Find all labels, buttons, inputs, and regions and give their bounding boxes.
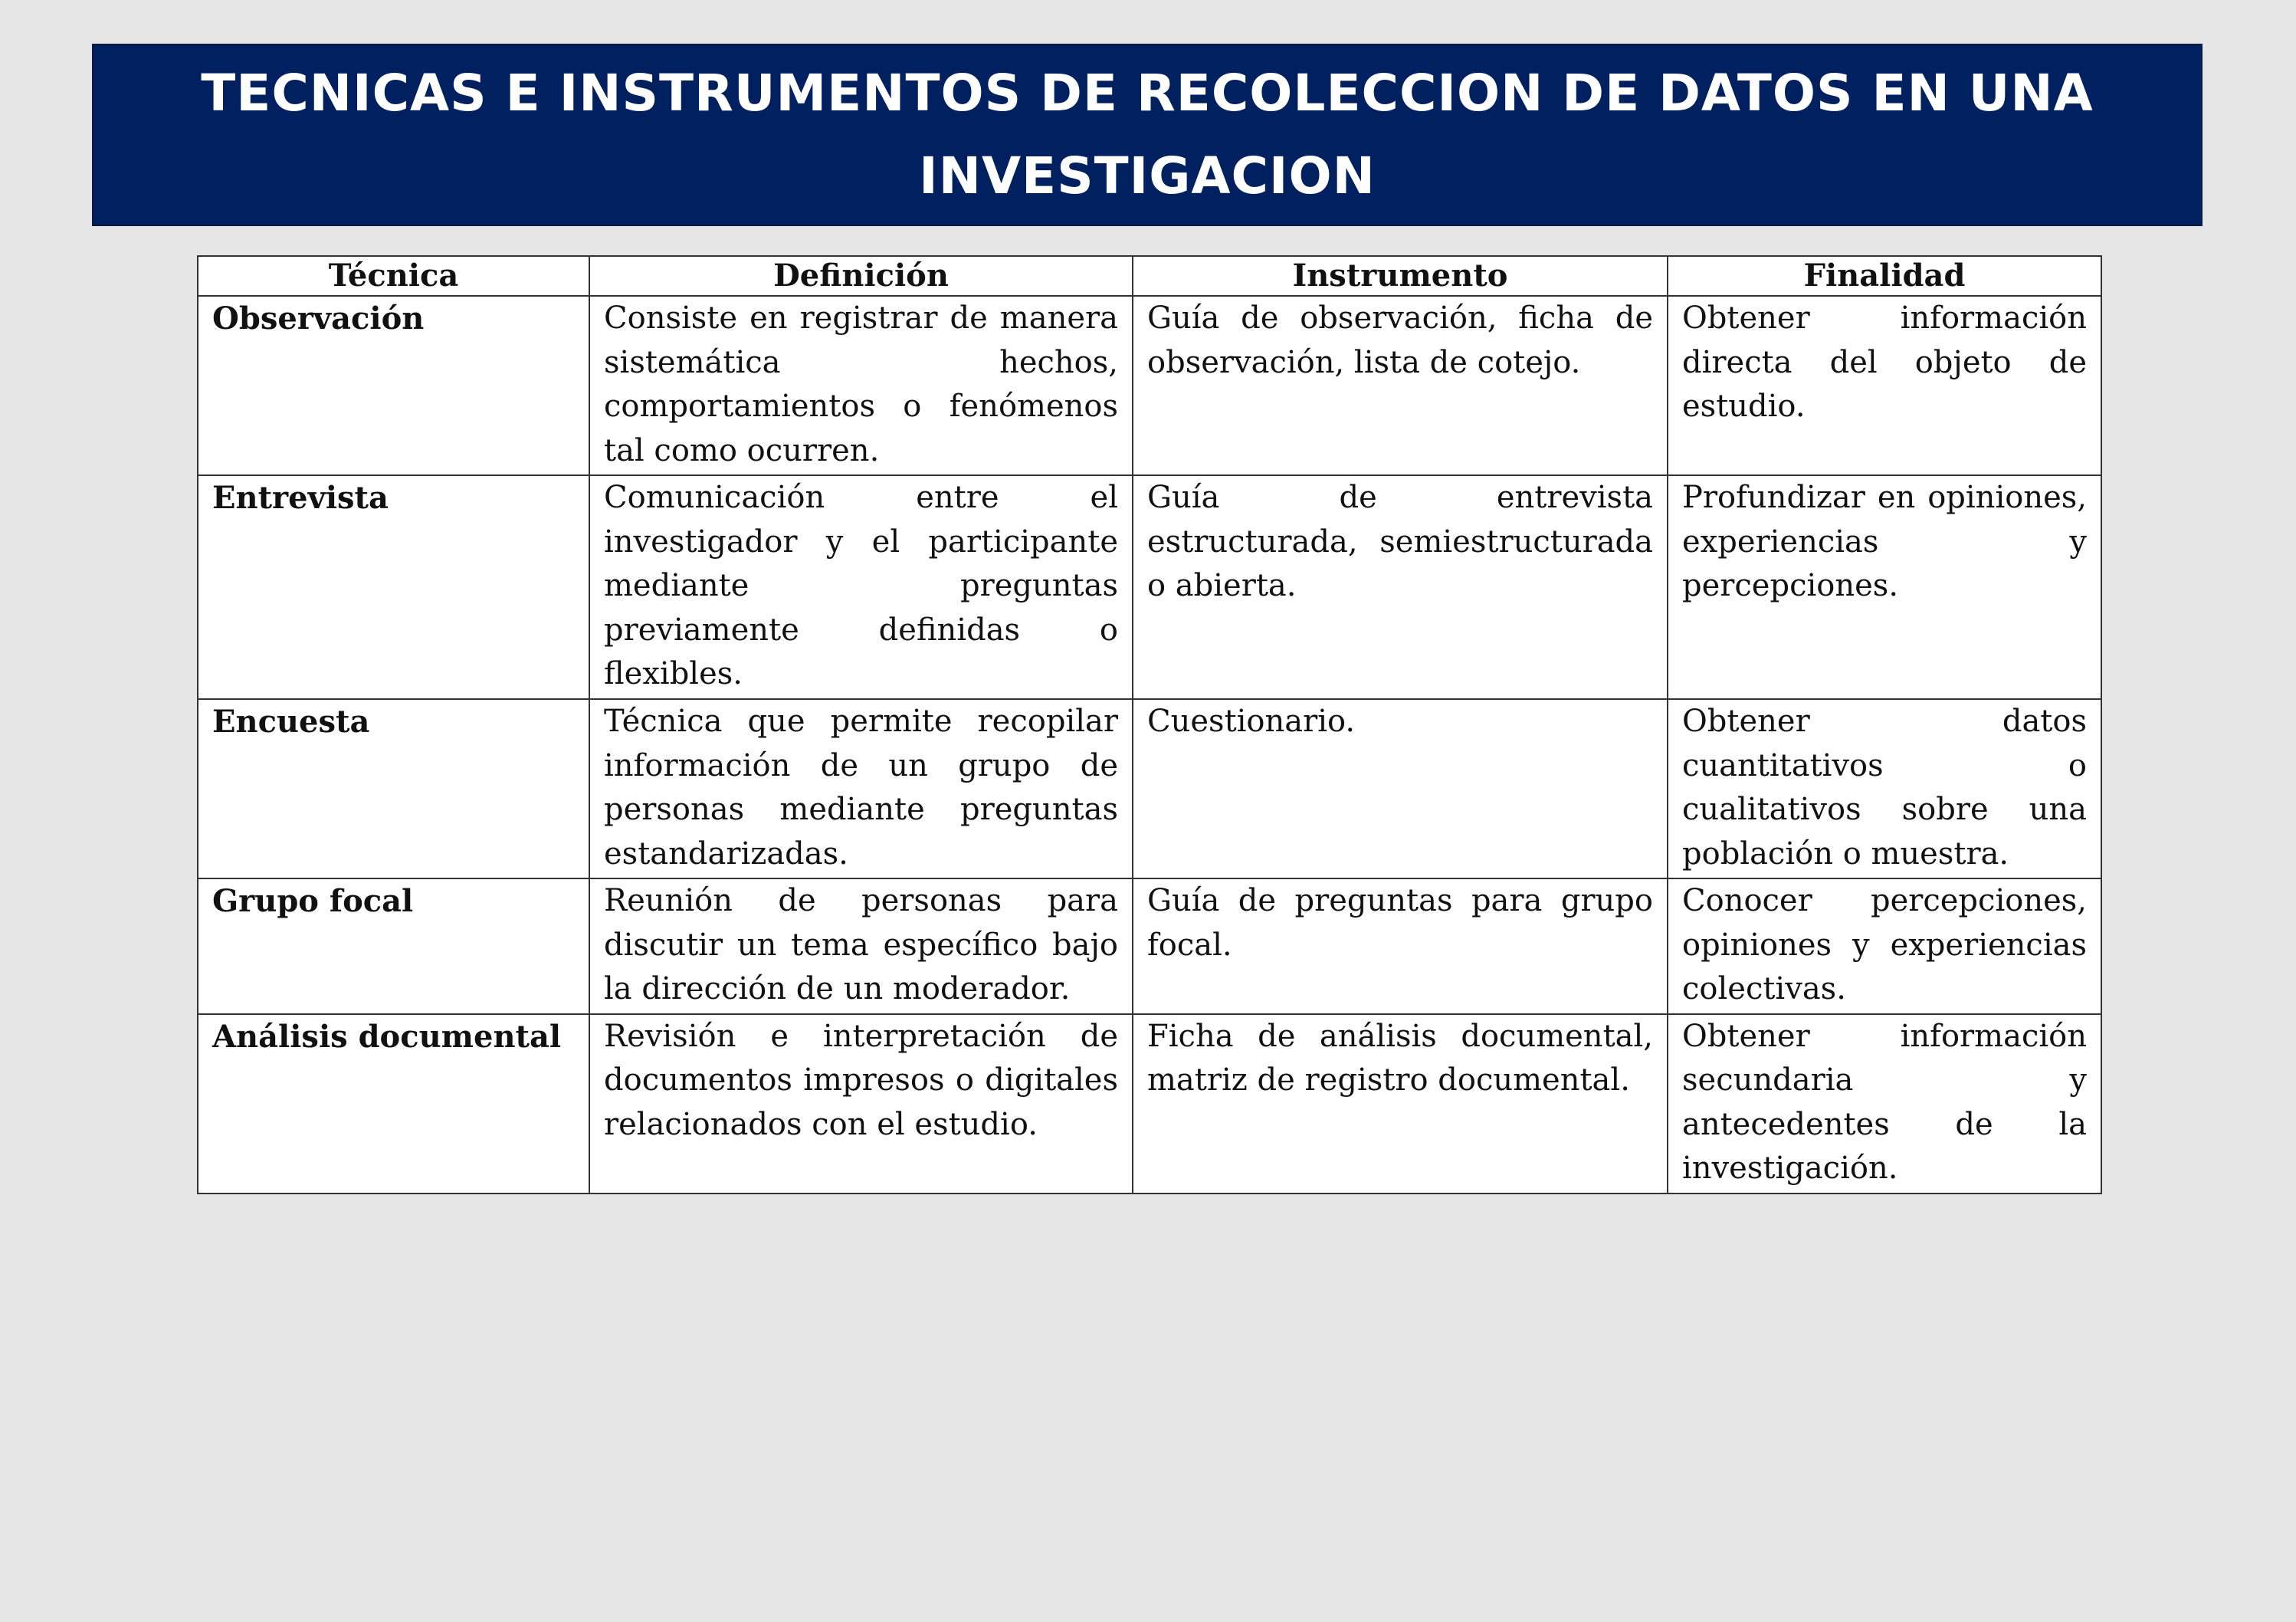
header-definicion: Definición (589, 256, 1133, 296)
cell-finalidad: Obtener información secundaria y antecedentes de la investigación. (1668, 1014, 2101, 1194)
cell-tecnica: Entrevista (198, 475, 589, 699)
techniques-table-container (197, 255, 2101, 1194)
table-header-row (198, 256, 2101, 296)
cell-finalidad: Profundizar en opiniones, experiencias y percepciones. (1668, 475, 2101, 699)
techniques-table (197, 255, 2102, 1194)
cell-instrumento: Cuestionario. (1133, 699, 1668, 878)
cell-tecnica: Análisis documental (198, 1014, 589, 1194)
cell-finalidad: Conocer percepciones, opiniones y experiencias colectivas. (1668, 878, 2101, 1014)
table-row (198, 296, 2101, 475)
cell-definicion: Reunión de personas para discutir un tema específico bajo la dirección de un moderador. (589, 878, 1133, 1014)
header-tecnica: Técnica (198, 256, 589, 296)
cell-finalidad: Obtener datos cuantitativos o cualitativos sobre una población o muestra. (1668, 699, 2101, 878)
cell-definicion: Revisión e interpretación de documentos impresos o digitales relacionados con el estudio. (589, 1014, 1133, 1194)
cell-instrumento: Ficha de análisis documental, matriz de registro documental. (1133, 1014, 1668, 1194)
cell-tecnica: Grupo focal (198, 878, 589, 1014)
title-banner (92, 44, 2203, 226)
cell-instrumento: Guía de observación, ficha de observación, lista de cotejo. (1133, 296, 1668, 475)
table-row (198, 699, 2101, 878)
table-row (198, 878, 2101, 1014)
cell-tecnica: Observación (198, 296, 589, 475)
cell-instrumento: Guía de entrevista estructurada, semiestructurada o abierta. (1133, 475, 1668, 699)
header-finalidad: Finalidad (1668, 256, 2101, 296)
cell-tecnica: Encuesta (198, 699, 589, 878)
cell-finalidad: Obtener información directa del objeto de estudio. (1668, 296, 2101, 475)
cell-definicion: Técnica que permite recopilar información de un grupo de personas mediante preguntas estandarizadas. (589, 699, 1133, 878)
table-row (198, 475, 2101, 699)
cell-instrumento: Guía de preguntas para grupo focal. (1133, 878, 1668, 1014)
document-title: TECNICAS E INSTRUMENTOS DE RECOLECCION DE DATOS EN UNA INVESTIGACION (201, 64, 2094, 205)
header-instrumento: Instrumento (1133, 256, 1668, 296)
cell-definicion: Consiste en registrar de manera sistemática hechos, comportamientos o fenómenos tal como ocurren. (589, 296, 1133, 475)
cell-definicion: Comunicación entre el investigador y el participante mediante preguntas previamente definidas o flexibles. (589, 475, 1133, 699)
table-row (198, 1014, 2101, 1194)
